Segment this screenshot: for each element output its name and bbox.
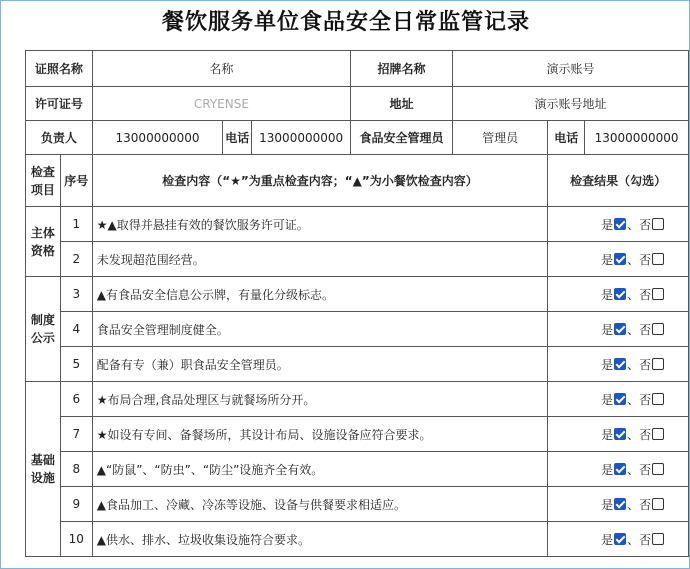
safety-manager-label: 食品安全管理员 — [351, 121, 453, 155]
row-result — [548, 242, 689, 277]
separator: 、 — [627, 497, 640, 512]
table-row — [26, 312, 689, 347]
person-label: 负责人 — [26, 121, 93, 155]
sign-name-label: 招牌名称 — [351, 51, 453, 87]
row-content: ▲“防鼠”、“防虫”、“防尘”设施齐全有效。 — [92, 452, 548, 487]
sign-name-value: 演示账号 — [452, 51, 688, 87]
separator: 、 — [627, 392, 640, 407]
no-label: 否 — [639, 392, 652, 407]
row-seq: 5 — [60, 347, 92, 382]
row-seq: 6 — [60, 382, 92, 417]
row-result — [548, 347, 689, 382]
row-seq: 10 — [60, 522, 92, 557]
table-row — [26, 242, 689, 277]
table-row — [26, 522, 689, 557]
row-content: 未发现超范围经营。 — [92, 242, 548, 277]
row-seq: 1 — [60, 207, 92, 242]
no-checkbox[interactable] — [652, 358, 664, 370]
yes-label: 是 — [601, 392, 614, 407]
phone2-value: 13000000000 — [585, 121, 689, 155]
separator: 、 — [627, 532, 640, 547]
yes-checkbox[interactable] — [614, 463, 626, 475]
no-checkbox[interactable] — [652, 393, 664, 405]
yes-label: 是 — [601, 287, 614, 302]
license-label: 许可证号 — [26, 87, 93, 121]
row-content: ★布局合理,食品处理区与就餐场所分开。 — [92, 382, 548, 417]
table-row — [26, 347, 689, 382]
row-result — [548, 207, 689, 242]
table-row — [26, 382, 689, 417]
inspection-table — [25, 50, 689, 557]
no-checkbox[interactable] — [652, 218, 664, 230]
cert-name-label: 证照名称 — [26, 51, 93, 87]
separator: 、 — [627, 427, 640, 442]
yes-checkbox[interactable] — [614, 218, 626, 230]
no-checkbox[interactable] — [652, 463, 664, 475]
license-value: CRYENSE — [92, 87, 350, 121]
person-phone-value: 13000000000 — [92, 121, 223, 155]
phone-label: 电话 — [223, 121, 252, 155]
row-seq: 9 — [60, 487, 92, 522]
yes-checkbox[interactable] — [614, 358, 626, 370]
row-content: 食品安全管理制度健全。 — [92, 312, 548, 347]
yes-checkbox[interactable] — [614, 253, 626, 265]
address-label: 地址 — [351, 87, 453, 121]
row-result — [548, 452, 689, 487]
yes-label: 是 — [601, 532, 614, 547]
cert-name-value: 名称 — [92, 51, 350, 87]
no-checkbox[interactable] — [652, 323, 664, 335]
header-seq: 序号 — [60, 155, 92, 207]
separator: 、 — [627, 357, 640, 372]
no-label: 否 — [639, 217, 652, 232]
phone2-label: 电话 — [548, 121, 585, 155]
row-seq: 8 — [60, 452, 92, 487]
row-seq: 3 — [60, 277, 92, 312]
no-checkbox[interactable] — [652, 253, 664, 265]
row-content: ★▲取得并悬挂有效的餐饮服务许可证。 — [92, 207, 548, 242]
phone-value: 13000000000 — [252, 121, 351, 155]
row-result — [548, 312, 689, 347]
yes-label: 是 — [601, 322, 614, 337]
header-category: 检查项目 — [26, 155, 61, 207]
no-label: 否 — [639, 497, 652, 512]
row-seq: 2 — [60, 242, 92, 277]
yes-checkbox[interactable] — [614, 288, 626, 300]
no-label: 否 — [639, 357, 652, 372]
info-row-cert — [26, 51, 689, 87]
row-result — [548, 522, 689, 557]
no-label: 否 — [639, 427, 652, 442]
row-content: ▲有食品安全信息公示牌，有量化分级标志。 — [92, 277, 548, 312]
yes-checkbox[interactable] — [614, 428, 626, 440]
safety-manager-value: 管理员 — [452, 121, 547, 155]
yes-checkbox[interactable] — [614, 498, 626, 510]
no-checkbox[interactable] — [652, 288, 664, 300]
no-label: 否 — [639, 252, 652, 267]
yes-label: 是 — [601, 427, 614, 442]
yes-checkbox[interactable] — [614, 533, 626, 545]
table-row — [26, 277, 689, 312]
yes-checkbox[interactable] — [614, 323, 626, 335]
table-row — [26, 417, 689, 452]
header-result: 检查结果（勾选） — [548, 155, 689, 207]
yes-label: 是 — [601, 357, 614, 372]
no-checkbox[interactable] — [652, 498, 664, 510]
no-label: 否 — [639, 532, 652, 547]
row-result — [548, 417, 689, 452]
category-cell: 基础设施 — [26, 382, 61, 557]
table-row — [26, 487, 689, 522]
separator: 、 — [627, 287, 640, 302]
info-row-license — [26, 87, 689, 121]
separator: 、 — [627, 462, 640, 477]
row-content: ★如设有专间、备餐场所，其设计布局、设施设备应符合要求。 — [92, 417, 548, 452]
no-label: 否 — [639, 322, 652, 337]
row-result — [548, 277, 689, 312]
info-row-person — [26, 121, 689, 155]
separator: 、 — [627, 252, 640, 267]
row-seq: 7 — [60, 417, 92, 452]
no-label: 否 — [639, 462, 652, 477]
table-row — [26, 207, 689, 242]
separator: 、 — [627, 322, 640, 337]
yes-checkbox[interactable] — [614, 393, 626, 405]
row-content: ▲食品加工、冷藏、冷冻等设施、设备与供餐要求相适应。 — [92, 487, 548, 522]
row-result — [548, 382, 689, 417]
separator: 、 — [627, 217, 640, 232]
yes-label: 是 — [601, 497, 614, 512]
row-seq: 4 — [60, 312, 92, 347]
no-checkbox[interactable] — [652, 428, 664, 440]
yes-label: 是 — [601, 252, 614, 267]
row-result — [548, 487, 689, 522]
table-header-row — [26, 155, 689, 207]
table-row — [26, 452, 689, 487]
address-value: 演示账号地址 — [452, 87, 688, 121]
category-cell: 制度公示 — [26, 277, 61, 382]
row-content: 配备有专（兼）职食品安全管理员。 — [92, 347, 548, 382]
yes-label: 是 — [601, 462, 614, 477]
yes-label: 是 — [601, 217, 614, 232]
page-title: 餐饮服务单位食品安全日常监管记录 — [161, 10, 530, 35]
no-label: 否 — [639, 287, 652, 302]
category-cell: 主体资格 — [26, 207, 61, 277]
header-content: 检查内容（“★”为重点检查内容；“▲”为小餐饮检查内容） — [92, 155, 548, 207]
row-content: ▲供水、排水、垃圾收集设施符合要求。 — [92, 522, 548, 557]
no-checkbox[interactable] — [652, 533, 664, 545]
